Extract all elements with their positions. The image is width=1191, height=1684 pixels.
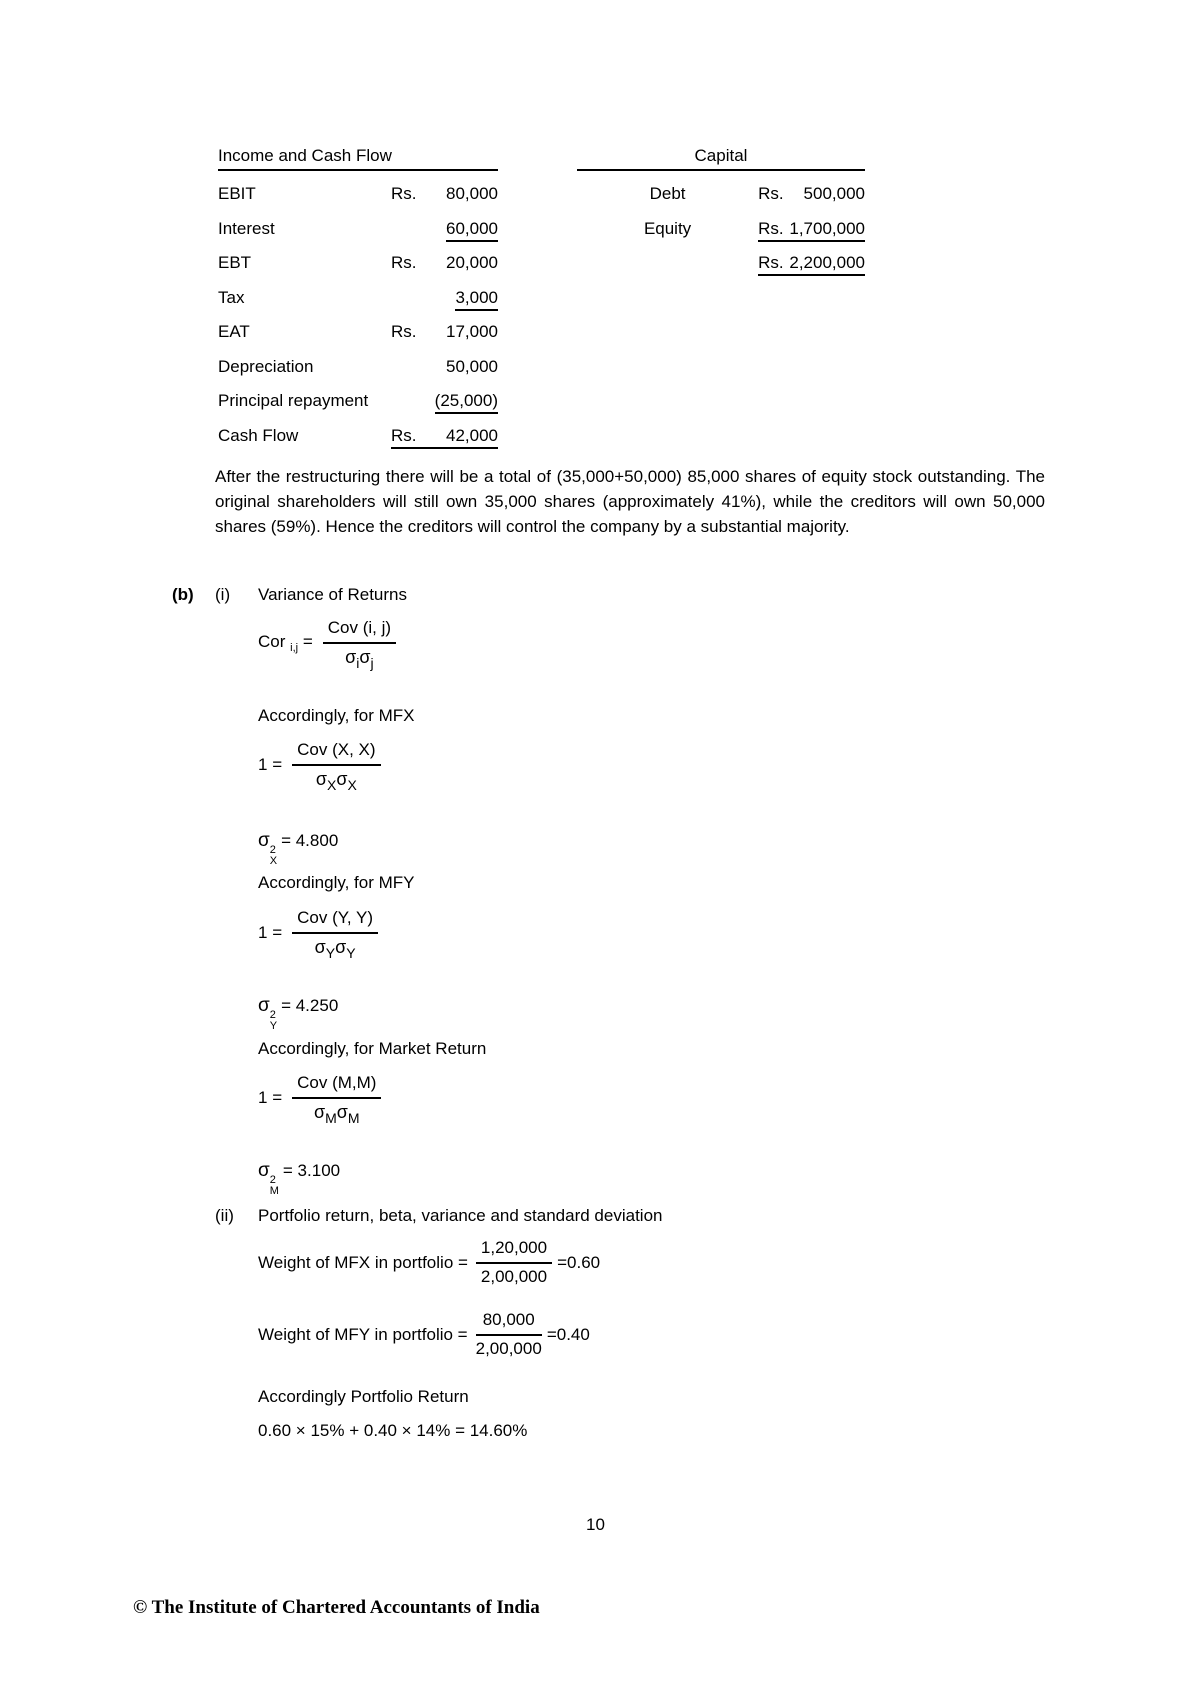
weight-mfx-result: =0.60 (557, 1252, 601, 1272)
cor-symbol: Cor (258, 632, 286, 651)
fraction (292, 740, 380, 793)
sigma-subscript: Y (325, 945, 336, 961)
one: 1 (258, 923, 268, 942)
fraction-numerator: Cov (M,M) (292, 1073, 381, 1099)
result-value: = 4.250 (281, 996, 339, 1015)
fraction (476, 1238, 552, 1287)
item-i-marker: (i) (215, 585, 231, 604)
capital-table (577, 146, 865, 288)
weight-mfy-label: Weight of MFY in portfolio = (258, 1324, 468, 1344)
row-label: EAT (218, 322, 250, 341)
currency-label: Rs. (391, 184, 417, 203)
table-row (577, 253, 865, 288)
row-label: Interest (218, 218, 275, 238)
subscript-m: M (269, 1185, 279, 1197)
copyright-footer: © The Institute of Chartered Accountants of India (133, 1597, 540, 1618)
subscript-y: Y (269, 1020, 278, 1032)
row-amount: 20,000 (446, 253, 498, 272)
result-value: = 4.800 (281, 831, 339, 850)
formula-lhs (258, 923, 282, 943)
item-ii-heading (0, 1206, 1191, 1228)
fraction-denominator (292, 1099, 381, 1126)
fraction-numerator: 1,20,000 (476, 1238, 552, 1264)
sigma-squared-y-result (258, 995, 338, 1032)
table-row (218, 253, 498, 288)
table-row (218, 426, 498, 461)
fraction (292, 908, 378, 961)
equals-sign: = (302, 632, 313, 651)
currency-label: Rs. (391, 322, 417, 341)
sigma-symbol: σ (258, 995, 270, 1016)
sigma-symbol: σ (258, 830, 270, 851)
row-label: Depreciation (218, 356, 314, 376)
row-amount: 3,000 (455, 288, 498, 311)
row-label: EBIT (218, 184, 256, 203)
income-cashflow-table (218, 146, 498, 460)
row-amount: 80,000 (446, 184, 498, 203)
equals-sign: = (272, 755, 283, 774)
sigma-symbol: σ (315, 769, 327, 789)
subscript-x: X (269, 855, 278, 867)
sigma-symbol: σ (359, 647, 371, 667)
sigma-subscript: i (356, 655, 360, 671)
accordingly-mfy-text: Accordingly, for MFY (258, 873, 415, 892)
row-amount: 17,000 (446, 322, 498, 341)
fraction-numerator: 80,000 (476, 1310, 542, 1336)
row-label: Tax (218, 287, 245, 307)
fraction (323, 618, 396, 671)
restructuring-paragraph: After the restructuring there will be a total of (35,000+50,000) 85,000 shares of equity stock outstanding. The original shareholders will still own 35,000 shares (approximately 41%), while the creditors will own 50,000 shares (59%). Hence the creditors will control the company by a substantial majority. (215, 467, 1045, 536)
row-amount: 1,700,000 (789, 218, 865, 238)
row-label: Principal repayment (218, 391, 369, 410)
sigma-symbol: σ (345, 647, 357, 667)
table-row (218, 322, 498, 357)
superscript-2: 2 (269, 1174, 276, 1186)
table-row (577, 184, 865, 219)
sigma-symbol: σ (314, 1102, 326, 1122)
currency-label: Rs. (391, 425, 417, 445)
row-amount: 60,000 (446, 219, 498, 242)
top-tables (218, 146, 865, 460)
fraction-numerator: Cov (i, j) (323, 618, 396, 644)
sigma-sup-sub (270, 845, 277, 867)
weight-mfx-line (258, 1238, 600, 1287)
row-amount: (25,000) (435, 391, 498, 414)
row-amount: 500,000 (803, 184, 865, 203)
section-b-marker: (b) (172, 585, 194, 604)
currency-label: Rs. (758, 253, 784, 272)
table-row (218, 219, 498, 254)
row-label: Debt (649, 184, 686, 203)
portfolio-title: Portfolio return, beta, variance and standard deviation (258, 1206, 663, 1225)
fraction-denominator: 2,00,000 (475, 1339, 542, 1358)
row-amount: 2,200,000 (789, 253, 865, 272)
sigma-sup-sub (270, 1175, 279, 1197)
fraction-denominator (323, 644, 396, 671)
table-row (218, 391, 498, 426)
variance-of-returns-title: Variance of Returns (258, 585, 407, 604)
accordingly-market-text: Accordingly, for Market Return (258, 1039, 487, 1058)
fraction-denominator (292, 766, 380, 793)
mfy-formula (258, 908, 378, 961)
sigma-subscript: j (370, 655, 374, 671)
sigma-symbol: σ (258, 1160, 270, 1181)
cor-formula (258, 618, 396, 671)
mfx-formula (258, 740, 381, 793)
currency-label: Rs. (758, 184, 784, 203)
row-label: Equity (643, 218, 692, 238)
result-value: = 3.100 (282, 1161, 341, 1180)
sigma-symbol: σ (336, 1102, 348, 1122)
sigma-subscript: X (327, 777, 337, 793)
equals-sign: = (272, 1088, 283, 1107)
sigma-squared-x-result (258, 830, 338, 867)
page-number: 10 (586, 1515, 605, 1534)
fraction-numerator: Cov (X, X) (292, 740, 380, 766)
table-row (218, 184, 498, 219)
row-amount: 42,000 (446, 425, 498, 445)
row-label: Cash Flow (218, 425, 299, 445)
portfolio-return-calc: 0.60 × 15% + 0.40 × 14% = 14.60% (258, 1421, 528, 1440)
fraction-denominator (292, 934, 378, 961)
sigma-squared-m-result (258, 1160, 340, 1197)
income-table-header: Income and Cash Flow (218, 146, 498, 171)
currency-label: Rs. (758, 218, 784, 238)
item-ii-marker: (ii) (215, 1206, 234, 1225)
fraction-numerator: Cov (Y, Y) (292, 908, 378, 934)
row-label: EBT (218, 253, 252, 272)
superscript-2: 2 (269, 844, 276, 856)
one: 1 (258, 1088, 268, 1107)
one: 1 (258, 755, 268, 774)
market-formula (258, 1073, 381, 1126)
sigma-symbol: σ (336, 769, 348, 789)
fraction (292, 1073, 381, 1126)
weight-mfy-line (258, 1310, 590, 1359)
formula-lhs (258, 632, 313, 654)
portfolio-return-label: Accordingly Portfolio Return (258, 1387, 469, 1406)
table-row (577, 219, 865, 254)
superscript-2: 2 (269, 1009, 276, 1021)
equals-sign: = (272, 923, 283, 942)
row-amount: 50,000 (446, 356, 498, 376)
sigma-sup-sub (270, 1010, 277, 1032)
weight-mfx-label: Weight of MFX in portfolio = (258, 1252, 468, 1272)
section-b-heading (0, 585, 1191, 607)
sigma-subscript: X (347, 777, 357, 793)
capital-table-header: Capital (577, 146, 865, 171)
weight-mfy-result: =0.40 (546, 1324, 590, 1344)
currency-label: Rs. (391, 253, 417, 272)
table-row (218, 288, 498, 323)
sigma-symbol: σ (335, 937, 347, 957)
sigma-symbol: σ (314, 937, 326, 957)
fraction (476, 1310, 542, 1359)
formula-lhs (258, 1088, 282, 1108)
cor-subscript: i,j (290, 642, 299, 654)
sigma-subscript: M (347, 1110, 360, 1126)
sigma-subscript: Y (346, 945, 356, 961)
table-row (218, 357, 498, 392)
sigma-subscript: M (325, 1110, 337, 1126)
formula-lhs (258, 755, 282, 775)
fraction-denominator: 2,00,000 (480, 1267, 548, 1286)
accordingly-mfx-text: Accordingly, for MFX (258, 706, 415, 725)
